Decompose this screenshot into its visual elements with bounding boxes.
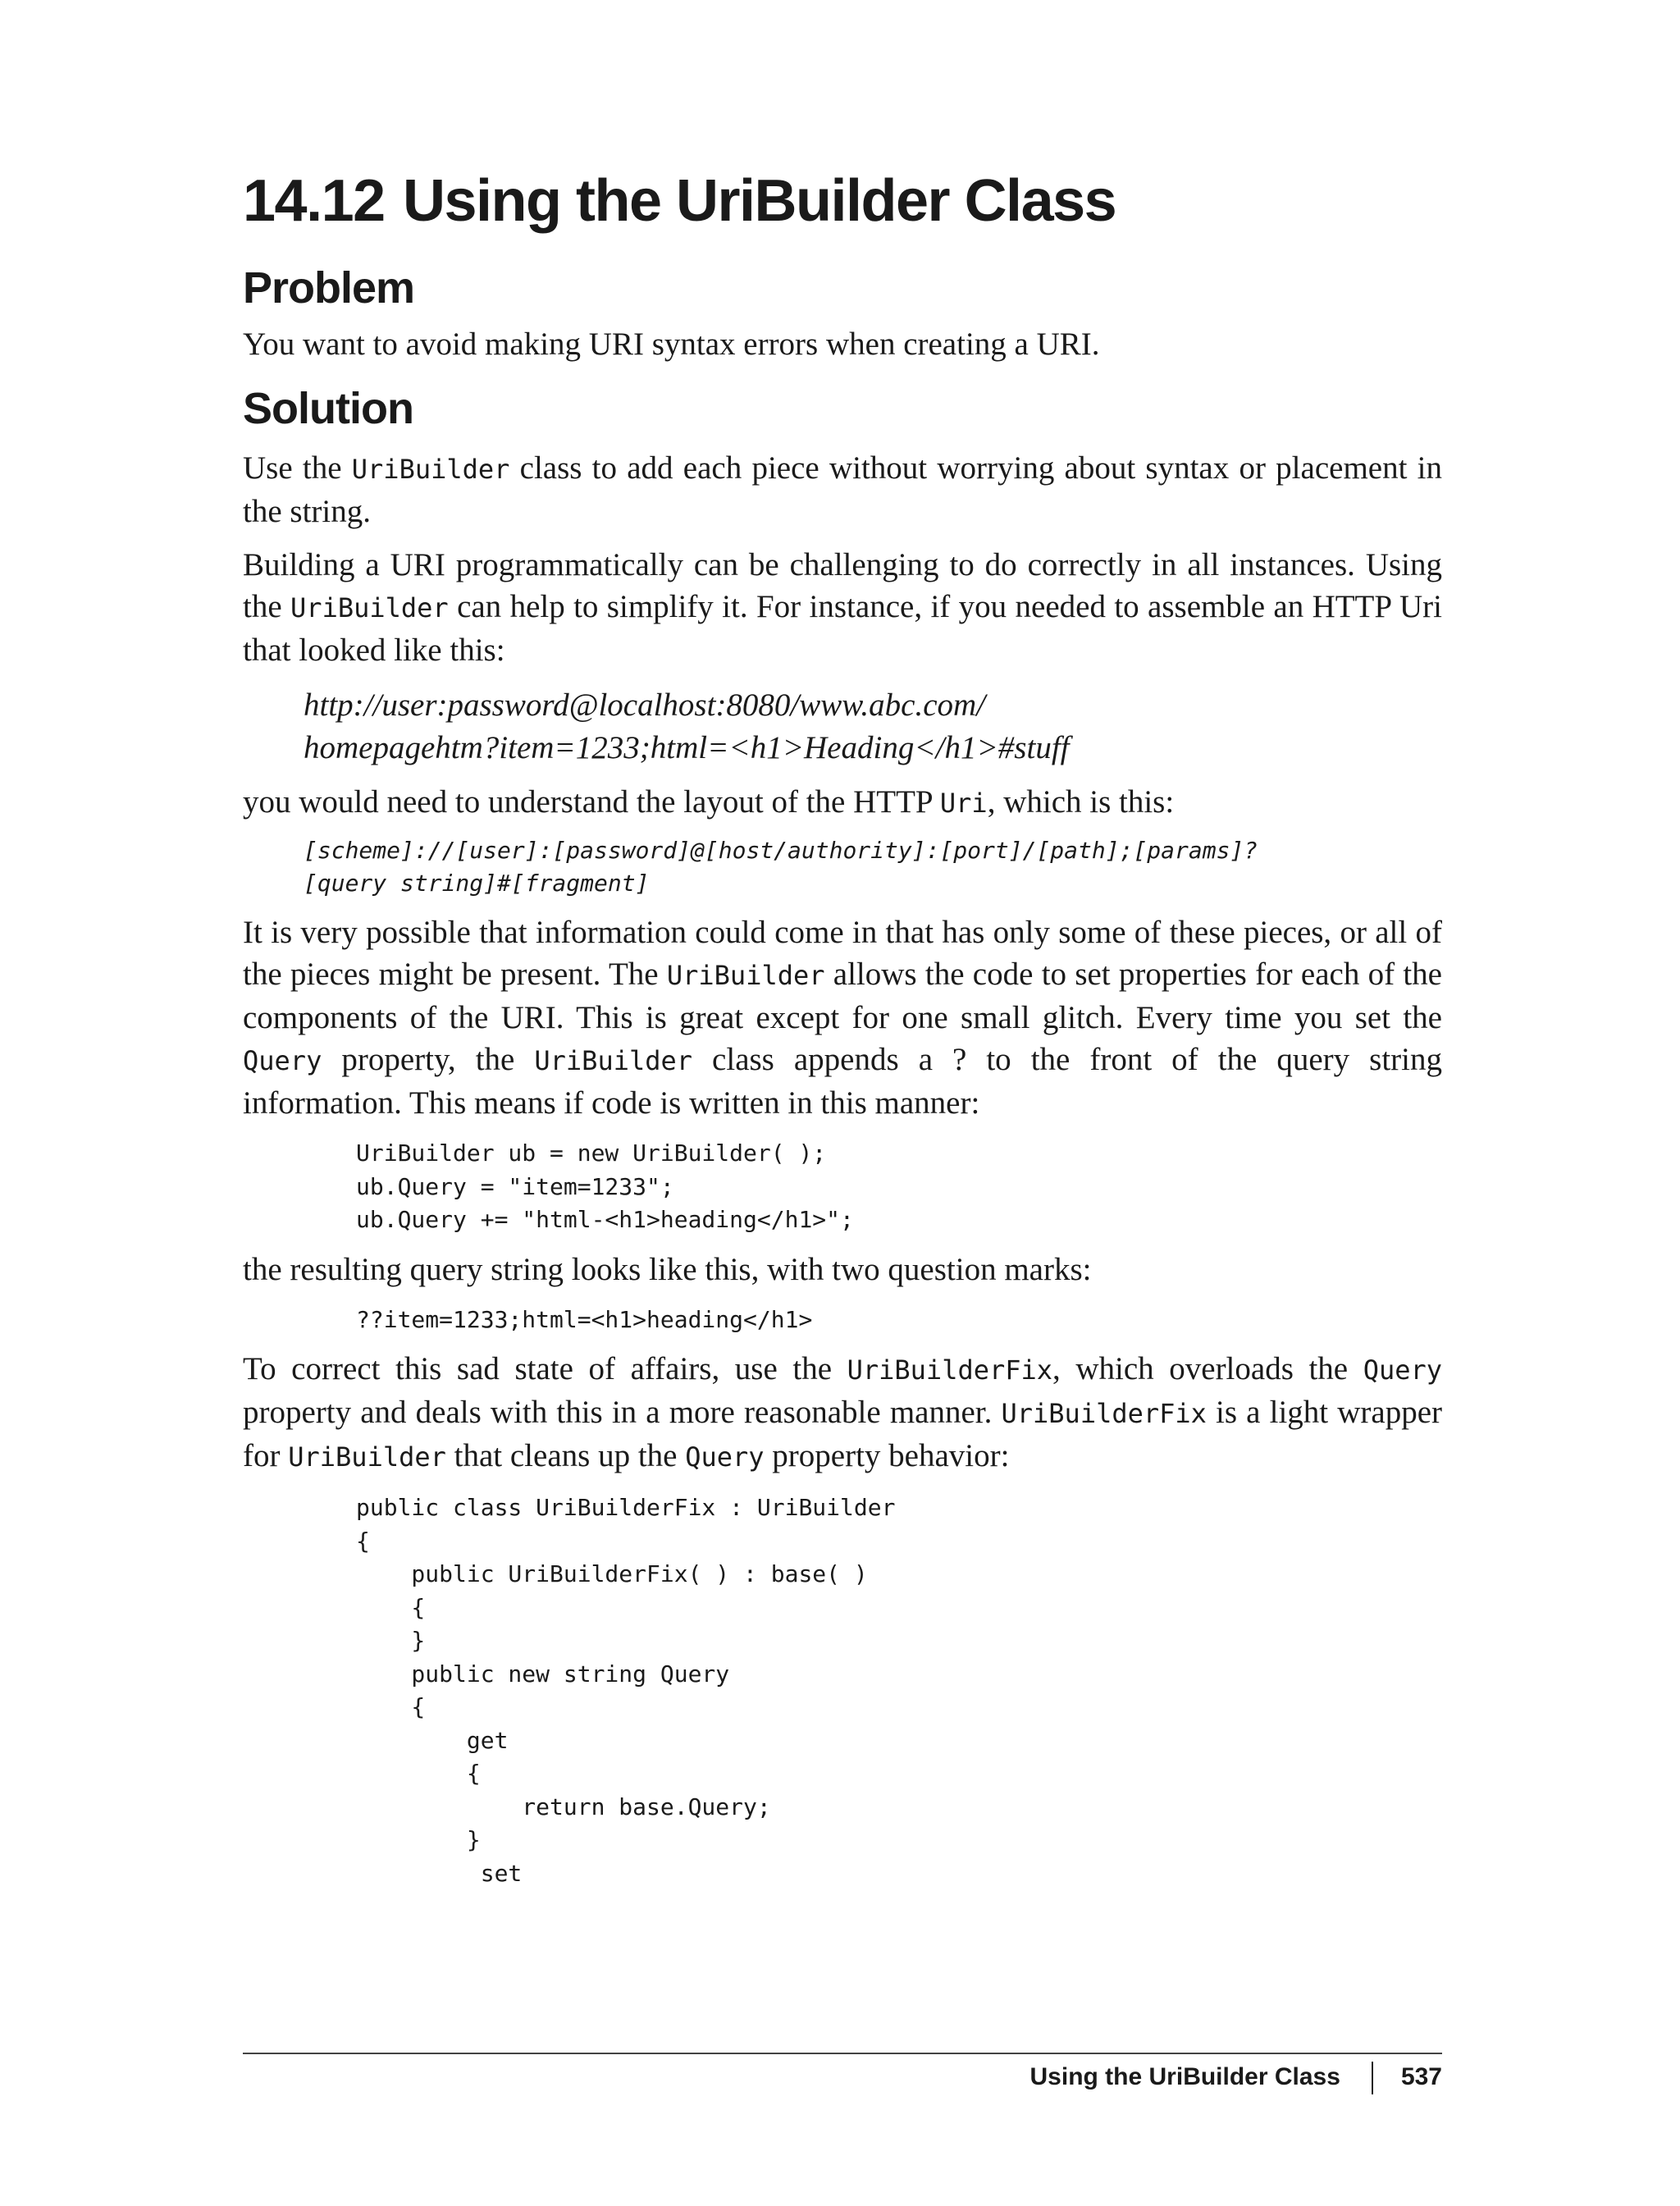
- example-url-line: homepagehtm?item=1233;html=<h1>Heading</h1>#stuff: [304, 730, 1070, 765]
- section-title: [243, 164, 1442, 238]
- text-run: property, the: [322, 1042, 535, 1077]
- text-run: property and deals with this in a more reasonable manner.: [243, 1395, 1002, 1430]
- uri-layout-line: [query string]#[fragment]: [304, 870, 650, 897]
- solution-heading: Solution: [243, 384, 413, 433]
- problem-text: You want to avoid making URI syntax errors when creating a URI.: [243, 327, 1100, 362]
- solution-paragraph-2: [243, 544, 1442, 671]
- uri-layout-line: [scheme]://[user]:[password]@[host/authority]:[port]/[path];[params]?: [304, 837, 1258, 864]
- inline-code: UriBuilder: [290, 592, 449, 623]
- example-url: [304, 684, 1442, 770]
- inline-code: UriBuilderFix: [847, 1354, 1053, 1386]
- uri-layout: [304, 834, 1442, 900]
- solution-paragraph-1: [243, 447, 1442, 532]
- text-run: property behavior:: [764, 1438, 1010, 1473]
- example-url-line: http://user:password@localhost:8080/www.abc.com/: [304, 687, 986, 723]
- code-listing-3: public class UriBuilderFix : UriBuilder { public UriBuilderFix( ) : base( ) { } public new string Query { get { return base.Query; } set: [356, 1494, 896, 1887]
- inline-code: UriBuilder: [534, 1045, 693, 1076]
- problem-heading: Problem: [243, 263, 415, 313]
- page-footer: [1030, 2059, 1442, 2095]
- code-listing-2: ??item=1233;html=<h1>heading</h1>: [356, 1305, 813, 1333]
- solution-paragraph-5: the resulting query string looks like this, with two question marks:: [243, 1251, 1092, 1287]
- text-run: that cleans up the: [445, 1438, 686, 1473]
- inline-code: Query: [685, 1441, 765, 1473]
- inline-code: UriBuilder: [288, 1441, 446, 1473]
- running-title: Using the UriBuilder Class: [1029, 2063, 1340, 2090]
- solution-paragraph-6: [243, 1348, 1442, 1478]
- footer-separator: [1372, 2062, 1373, 2094]
- text-run: you would need to understand the layout of the HTTP: [243, 784, 940, 820]
- text-run: allows the code to set properties for each of the components of the URI. This is great except for one small glitch. Every time you set the: [243, 957, 1442, 1035]
- inline-code: Uri: [939, 788, 988, 819]
- inline-code: UriBuilder: [351, 454, 510, 485]
- book-page: [243, 164, 1442, 1890]
- text-run: Use the: [243, 450, 352, 486]
- page-number: 537: [1400, 2063, 1442, 2090]
- text-run: Building a URI programmatically can be challenging to do correctly in all instances. Using the: [243, 547, 1442, 624]
- inline-code: UriBuilder: [666, 960, 825, 991]
- solution-paragraph-3: [243, 781, 1442, 824]
- inline-code: Query: [1363, 1354, 1443, 1386]
- text-run: class appends a ? to the front of the query string information. This means if code is written in this manner:: [243, 1042, 1442, 1121]
- text-run: It is very possible that information could come in that has only some of these pieces, or all of the pieces might be present. The: [243, 915, 1442, 992]
- inline-code: UriBuilderFix: [1001, 1398, 1207, 1429]
- section-number: 14.12: [243, 168, 385, 234]
- text-run: To correct this sad state of affairs, use the: [243, 1351, 847, 1386]
- section-title-text: Using the UriBuilder Class: [403, 168, 1116, 234]
- text-run: is a light wrapper for: [243, 1395, 1442, 1473]
- footer-rule: [243, 2053, 1442, 2054]
- inline-code: Query: [243, 1045, 322, 1076]
- text-run: , which is this:: [987, 784, 1175, 820]
- text-run: class to add each piece without worrying about syntax or placement in the string.: [243, 450, 1442, 529]
- text-run: , which overloads the: [1052, 1351, 1363, 1386]
- text-run: can help to simplify it. For instance, if you needed to assemble an HTTP Uri that looked like this:: [243, 589, 1442, 668]
- code-listing-1: UriBuilder ub = new UriBuilder( ); ub.Query = "item=1233"; ub.Query += "html-<h1>heading</h1>";: [356, 1140, 854, 1233]
- solution-paragraph-4: [243, 911, 1442, 1124]
